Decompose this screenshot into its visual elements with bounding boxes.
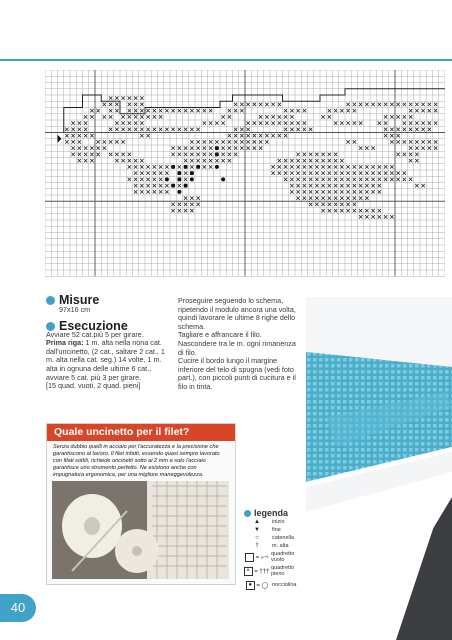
circle-bullet-icon bbox=[46, 296, 55, 305]
legend-label-chain: catenella bbox=[272, 535, 295, 541]
legend-label-end: fine bbox=[272, 527, 281, 533]
legend-label-treble: m. alta bbox=[272, 543, 289, 549]
execution-line3: [15 quad. vuoti, 2 quad. pieni] bbox=[46, 381, 141, 391]
hook-info-box bbox=[46, 423, 236, 585]
measure-title: Misure bbox=[59, 293, 100, 308]
middle-paragraph-2: Tagliare e affrancare il filo. bbox=[178, 330, 262, 340]
legend-row-treble bbox=[242, 542, 308, 550]
instructions-middle bbox=[178, 297, 302, 392]
instructions-left bbox=[46, 293, 174, 391]
chain-stitch-icon: ○ bbox=[255, 535, 259, 541]
execution-title: Esecuzione bbox=[59, 318, 128, 333]
filled-square-icon: × = ††† bbox=[242, 567, 271, 576]
filet-chart bbox=[45, 70, 445, 280]
end-arrow-icon: ▼ bbox=[254, 527, 260, 533]
legend-row-start bbox=[242, 518, 308, 526]
middle-paragraph-4: Cucire il bordo lungo il margine inferiore del telo di spugna (vedi foto part.), con piccoli punti di cucitura e il filo in tinta. bbox=[178, 356, 296, 391]
hook-box-text: Senza dubbio quelli in acciaio per l'accuratezza e la precisione che garantiscono al lavoro. Il filet infatti, essendo quasi sempre lavorato con filati sottili, richiede uncinetti sotto ai 2 mm e solo l'acciaio garantisce uno strumento perfetto. Ne esistono anche con impugnatura ergonomica, per una migliore maneggevolezza. bbox=[53, 444, 220, 478]
legend-label-filled: quadretto pieno bbox=[271, 565, 295, 577]
legend-heading bbox=[244, 508, 308, 518]
hook-box-title: Quale uncinetto per il filet? bbox=[47, 424, 235, 441]
execution-line1: Avviare 52 cat.più 5 per girare. bbox=[46, 329, 144, 339]
page-number: 40 bbox=[0, 594, 36, 622]
nut-stitch-icon: ● = ◯ bbox=[242, 581, 272, 590]
treble-stitch-icon: † bbox=[255, 543, 259, 549]
legend-row-open bbox=[242, 550, 308, 564]
legend-row-filled bbox=[242, 564, 308, 578]
legend bbox=[242, 508, 308, 592]
open-square-icon: = ⌐¬ bbox=[242, 553, 271, 562]
legend-row-chain bbox=[242, 534, 308, 542]
measure-value: 97x16 cm bbox=[59, 305, 91, 314]
thread-spools-photo bbox=[52, 481, 229, 579]
middle-paragraph-1: Proseguire seguendo lo schema, ripetendo il modulo ancora una volta, quindi lavorare le ultime 8 righe dello schema. bbox=[178, 296, 296, 331]
first-row-label: Prima riga: bbox=[46, 338, 84, 348]
legend-label-open: quadretto vuoto bbox=[271, 551, 295, 563]
legend-label-nut: nocciolina bbox=[272, 582, 297, 588]
top-rule bbox=[0, 59, 452, 61]
measure-heading bbox=[46, 293, 174, 308]
legend-label-start: inizio bbox=[272, 519, 285, 525]
middle-paragraph-3: Nascondere tra le m. ogni rimanenza di filo. bbox=[178, 338, 296, 357]
legend-row-end bbox=[242, 526, 308, 534]
circle-bullet-icon bbox=[244, 510, 251, 517]
filet-chart-grid bbox=[45, 70, 445, 280]
first-row-text: 1 m. alta nella nona cat. dall'uncinetto, (2 cat., saltare 2 cat., 1 m. alta nella cat. seg.) 14 volte, 1 m. alta in ognuna delle ultime 6 cat., avviare 5 cat. più 3 per girare. bbox=[46, 338, 165, 382]
legend-title: legenda bbox=[254, 508, 289, 518]
legend-row-nut bbox=[242, 578, 308, 592]
start-arrow-icon: ▲ bbox=[254, 519, 260, 525]
execution-line2 bbox=[46, 339, 174, 382]
towel-photo bbox=[306, 297, 452, 640]
